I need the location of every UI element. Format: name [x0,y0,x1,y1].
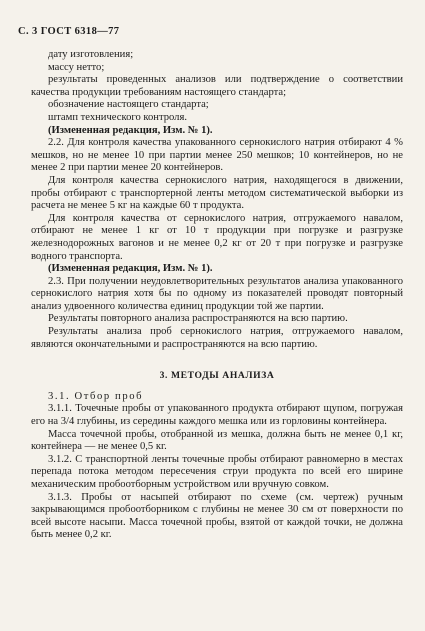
paragraph: массу нетто; [48,61,105,73]
paragraph: дату изготовления; [48,49,134,60]
paragraph: Результаты повторного анализа распространяются на всю партию. [48,313,348,325]
subsection-heading: 3.1. Отбор проб [48,390,144,402]
amendment-note: (Измененная редакция, Изм. № 1). [48,263,213,275]
section-heading: 3. МЕТОДЫ АНАЛИЗА [159,370,275,382]
amendment-note: (Измененная редакция, Изм. № 1). [48,124,213,136]
paragraph: штамп технического контроля. [48,111,187,123]
paragraph: обозначение настоящего стандарта; [48,99,209,111]
paragraph: 2.3. При получении неудовлетворительных результатов анализа упакованного сернокислого натрия хотя бы по одному из показателей проводят повторный анализ удвоенного количества единиц продукции той же партии. [31,275,403,312]
paragraph: Масса точечной пробы, отобранной из мешка, должна быть не менее 0,1 кг, контейнера — не менее 0,5 кг. [31,428,403,453]
paragraph: 2.2. Для контроля качества упакованного сернокислого натрия отбирают 4 % мешков, но не менее 10 при партии менее 250 мешков; 10 контейнеров, но не менее 2 при партии менее 20 контейнеров. [31,137,403,174]
paragraph: 3.1.2. С транспортной ленты точечные пробы отбирают равномерно в местах перепада потока методом пересечения струи продукта по всей его ширине механическим пробоотборным устройством или вручную совком. [31,453,403,490]
paragraph: 3.1.1. Точечные пробы от упакованного продукта отбирают щупом, погружая его на 3/4 глубины, из середины каждого мешка или из горловины контейнера. [31,403,403,428]
paragraph: Для контроля качества от сернокислого натрия, отгружаемого навалом, отбирают не менее 1 кг от 10 т продукции при погрузке и разгрузке железнодорожных вагонов и не менее 0,2 кг от 20 т при погрузке и разгрузке водного транспорта. [31,212,403,262]
paragraph: Для контроля качества сернокислого натрия, находящегося в движении, пробы отбирают с транспортерной ленты методом систематической выборки из расчета не менее 5 кг на каждые 60 т продукта. [31,174,403,212]
paragraph: 3.1.3. Пробы от насыпей отбирают по схеме (см. чертеж) ручным закрывающимся пробоотборником с глубины не менее 30 см от поверхности по всей высоте насыпи. Масса точечной пробы, взятой от каждой точки, не должна быть менее 0,2 кг. [31,491,403,541]
paragraph: результаты проведенных анализов или подтверждение о соответствии качества продукции требованиям настоящего стандарта; [31,74,403,98]
paragraph: Результаты анализа проб сернокислого натрия, отгружаемого навалом, являются окончательными и распространяются на всю партию. [31,326,403,350]
page-header: С. 3 ГОСТ 6318—77 [18,26,120,37]
document-body [31,49,403,542]
